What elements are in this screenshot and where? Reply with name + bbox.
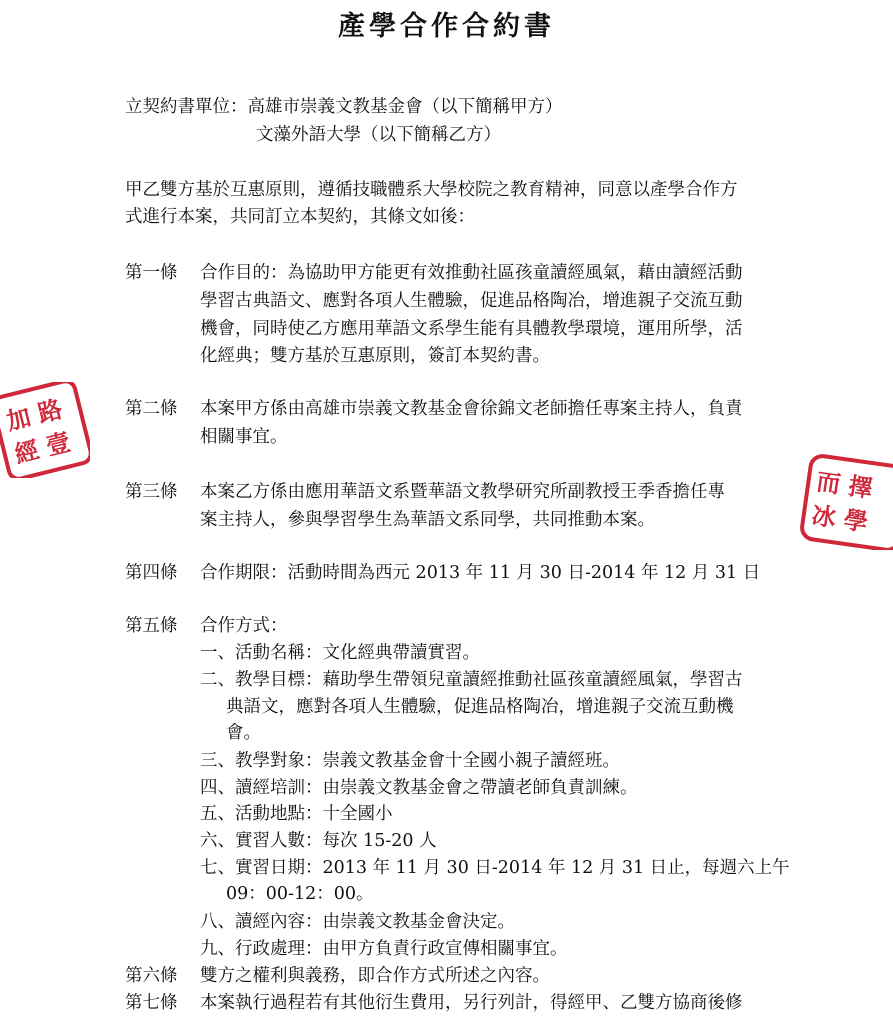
right-seal-line-1: 而 擇: [814, 466, 875, 504]
left-seal-line-1: 加 路: [3, 394, 66, 436]
article-5-item-4: 四、讀經培訓：由崇義文教基金會之帶讀老師負責訓練。: [200, 778, 638, 798]
article-7-text: 本案執行過程若有其他衍生費用，另行列計，得經甲、乙雙方協商後修: [200, 993, 743, 1013]
preamble-line-1: 甲乙雙方基於互惠原則，遵循技職體系大學校院之教育精神，同意以產學合作方: [125, 180, 738, 200]
article-4-number: 第四條: [125, 563, 178, 583]
parties-label: 立契約書單位：: [125, 97, 248, 117]
left-seal-line-2: 經 壹: [11, 427, 74, 469]
article-2-line-1: 本案甲方係由高雄市崇義文教基金會徐錦文老師擔任專案主持人，負責: [200, 399, 743, 419]
left-seal-stamp: [0, 382, 90, 478]
article-5-item-9: 九、行政處理：由甲方負責行政宣傳相關事宜。: [200, 939, 568, 959]
article-5-text: 合作方式：: [200, 616, 288, 636]
left-seal-frame-icon: [0, 382, 90, 478]
article-1-line-1: 合作目的：為協助甲方能更有效推動社區孩童讀經風氣，藉由讀經活動: [200, 263, 743, 283]
article-5-item-1: 一、活動名稱：文化經典帶讀實習。: [200, 643, 480, 663]
right-seal-frame-icon: [800, 454, 893, 550]
article-2-number: 第二條: [125, 399, 178, 419]
article-5-item-7-line-1: 七、實習日期：2013 年 11 月 30 日-2014 年 12 月 31 日止，每週六上午: [200, 858, 790, 878]
article-1-line-4: 化經典；雙方基於互惠原則，簽訂本契約書。: [200, 346, 550, 366]
party-b: 文藻外語大學（以下簡稱乙方）: [256, 125, 501, 145]
article-7-number: 第七條: [125, 993, 178, 1013]
right-seal-stamp: [800, 454, 893, 550]
article-6-text: 雙方之權利與義務，即合作方式所述之內容。: [200, 966, 550, 986]
article-3-number: 第三條: [125, 482, 178, 502]
article-1-line-2: 學習古典語文、應對各項人生體驗，促進品格陶冶，增進親子交流互動: [200, 291, 743, 311]
article-2-line-2: 相關事宜。: [200, 427, 288, 447]
article-5-item-5: 五、活動地點：十全國小: [200, 804, 393, 824]
document-title: 產學合作合約書: [338, 11, 555, 42]
parties-line-a: [125, 94, 563, 120]
article-5-item-6: 六、實習人數：每次 15-20 人: [200, 831, 437, 851]
article-3-line-2: 案主持人，參與學習學生為華語文系同學，共同推動本案。: [200, 510, 655, 530]
article-1-number: 第一條: [125, 263, 178, 283]
article-1-line-3: 機會，同時使乙方應用華語文系學生能有具體教學環境，運用所學，活: [200, 319, 743, 339]
article-5-item-2-line-3: 會。: [226, 723, 261, 743]
article-5-item-2-line-1: 二、教學目標：藉助學生帶領兒童讀經推動社區孩童讀經風氣，學習古: [200, 670, 743, 690]
article-5-item-3: 三、教學對象：崇義文教基金會十全國小親子讀經班。: [200, 751, 620, 771]
preamble-line-2: 式進行本案，共同訂立本契約，其條文如後：: [125, 207, 475, 227]
article-6-number: 第六條: [125, 966, 178, 986]
right-seal-line-2: 冰 學: [809, 500, 870, 537]
article-3-line-1: 本案乙方係由應用華語文系暨華語文教學研究所副教授王季香擔任專: [200, 482, 725, 502]
article-5-item-7-line-2: 09：00-12：00。: [226, 884, 374, 904]
article-5-number: 第五條: [125, 616, 178, 636]
article-4-text: 合作期限：活動時間為西元 2013 年 11 月 30 日-2014 年 12 月 31 日: [200, 563, 761, 583]
party-a: 高雄市崇義文教基金會（以下簡稱甲方）: [247, 97, 563, 117]
article-5-item-8: 八、讀經內容：由崇義文教基金會決定。: [200, 912, 515, 932]
article-5-item-2-line-2: 典語文，應對各項人生體驗，促進品格陶冶，增進親子交流互動機: [226, 697, 734, 717]
